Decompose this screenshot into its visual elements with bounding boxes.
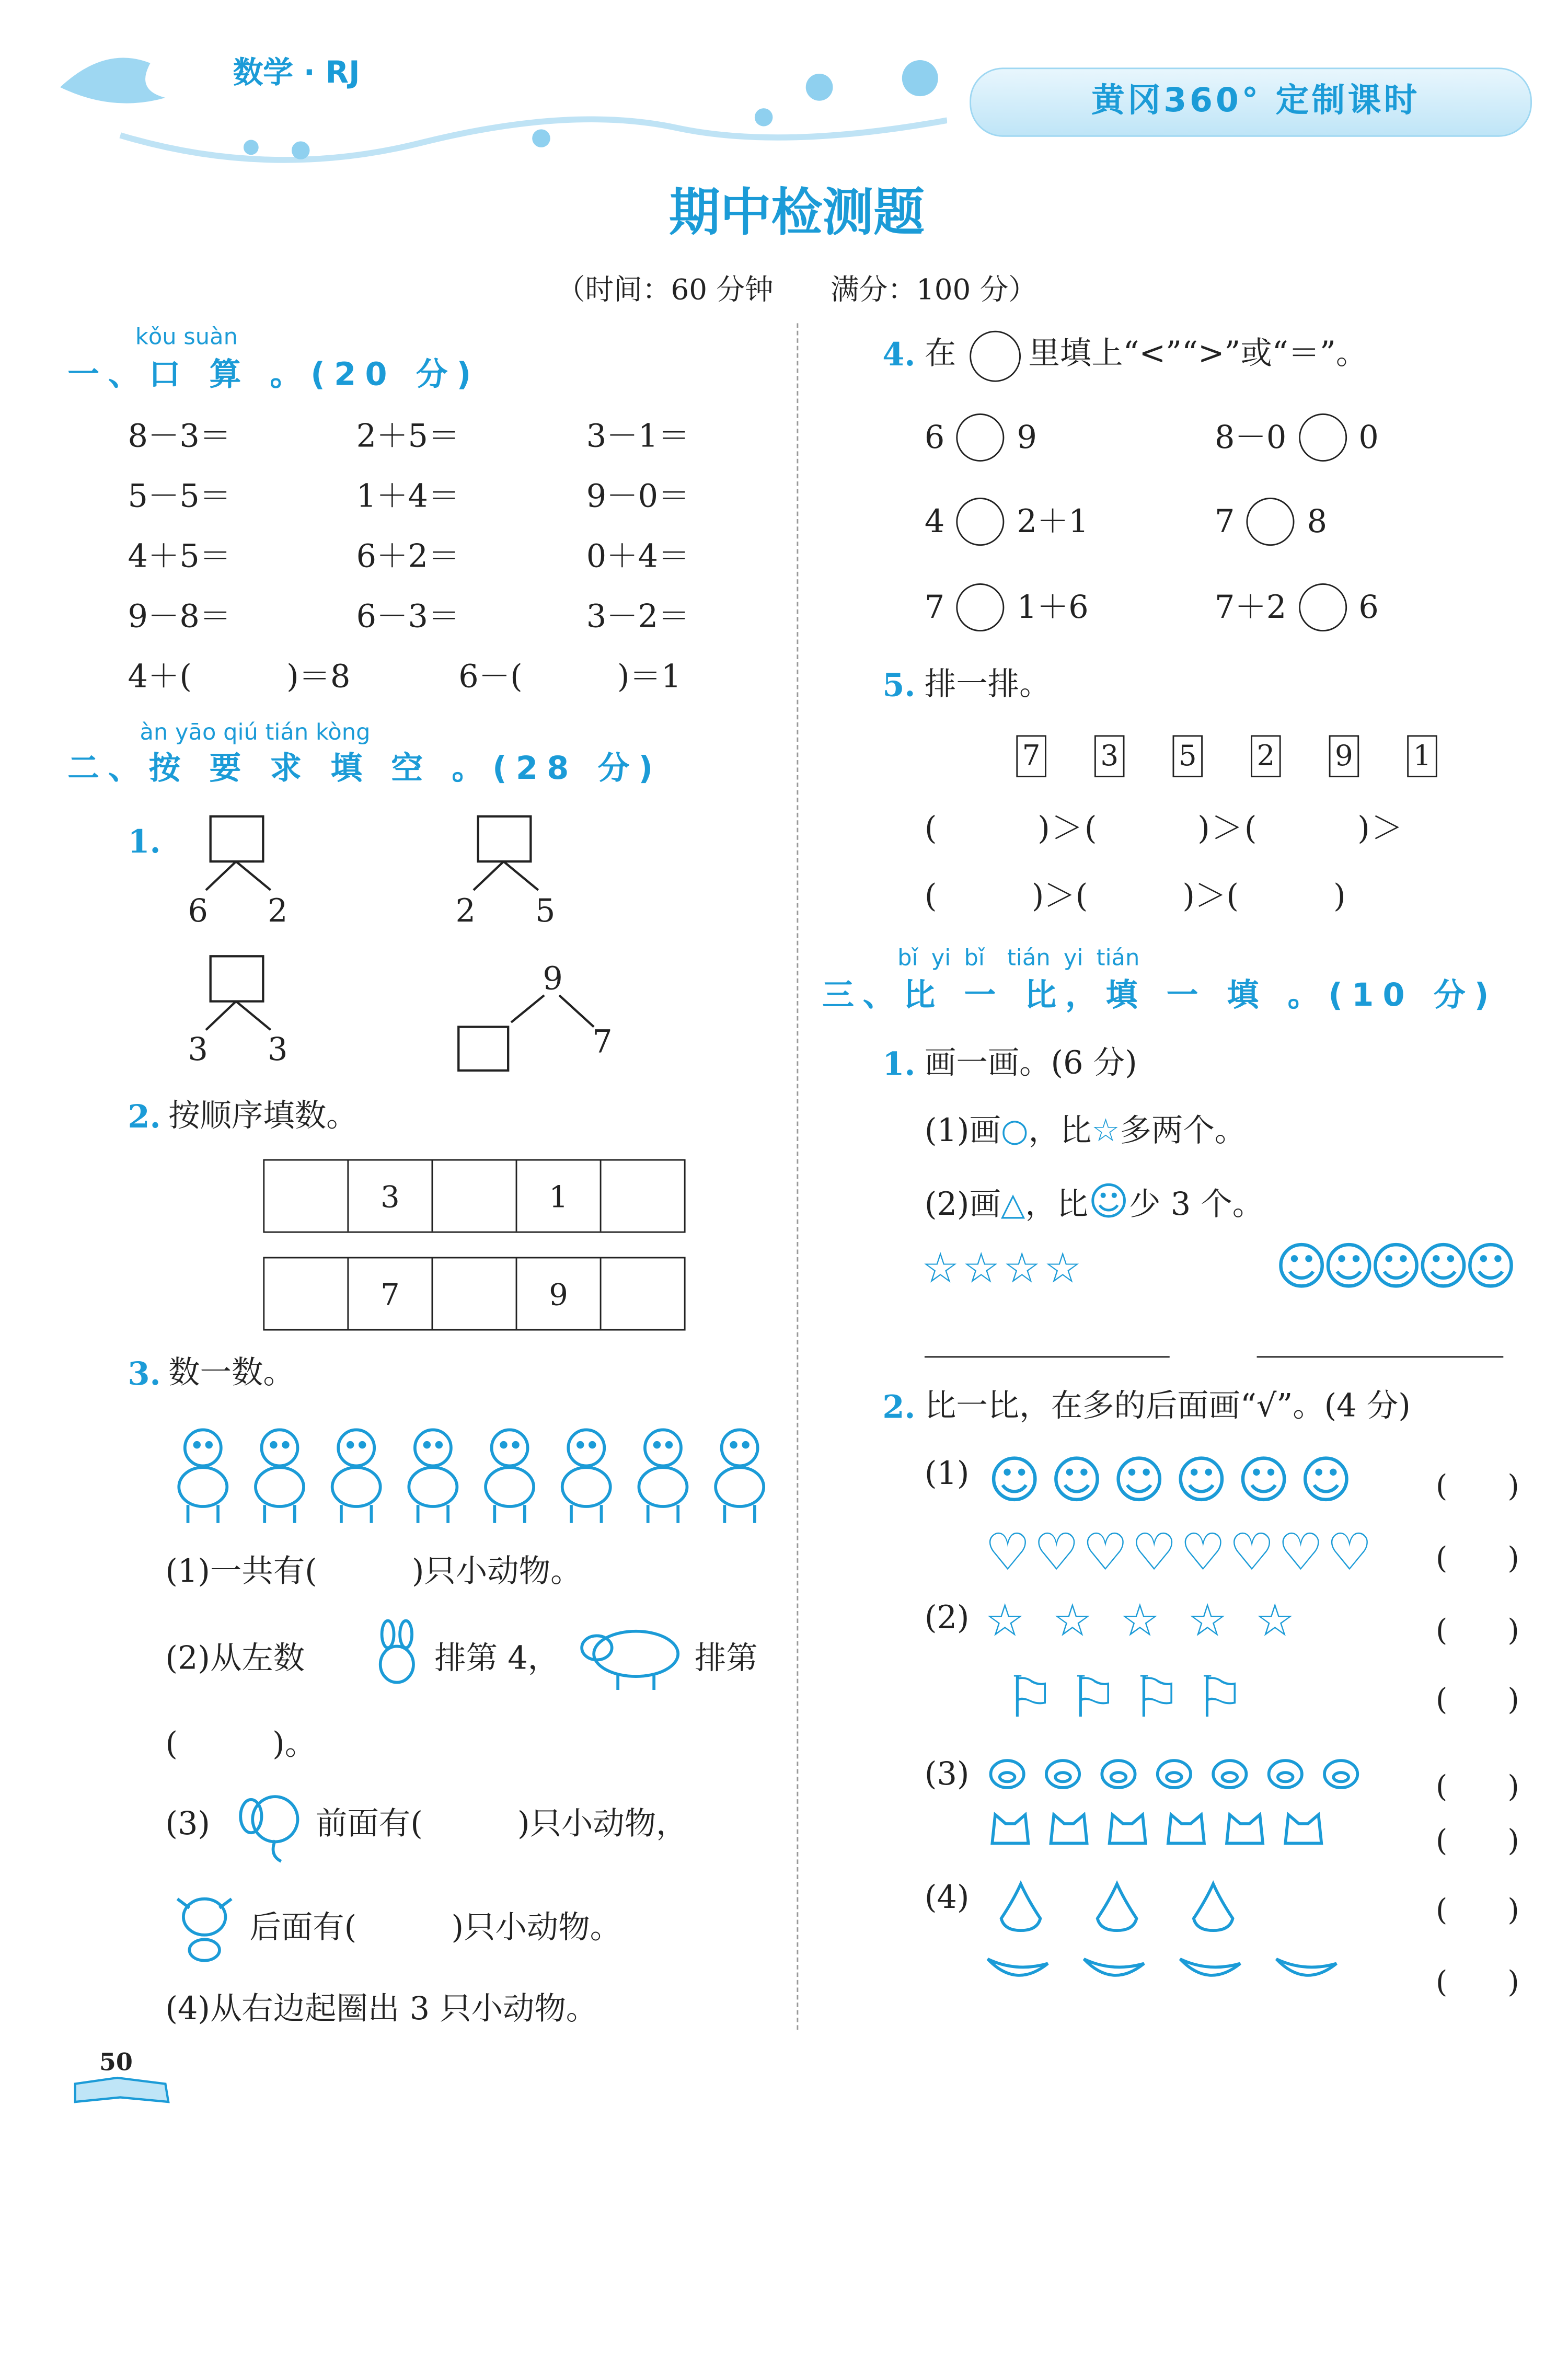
smiley-row — [987, 1451, 1362, 1511]
q3-part2-c: 排第 — [694, 1640, 758, 1677]
group-label: (3) — [924, 1756, 970, 1792]
compare-right: 2＋1 — [1017, 503, 1089, 539]
pig-icon — [1210, 1756, 1249, 1794]
pig-row — [988, 1756, 1377, 1794]
pig-icon — [1321, 1756, 1361, 1794]
smiley-icon: ☺ — [1112, 1451, 1166, 1511]
page-title: 期中检测题 — [668, 183, 925, 244]
compare-left: 6 — [924, 419, 945, 455]
turtle-icon[interactable] — [549, 1421, 624, 1526]
sec2-heading: 二、按 要 求 填 空 。(28 分) — [67, 750, 662, 787]
calc-item: 2＋5＝ — [356, 418, 460, 454]
pear-icon — [1091, 1879, 1143, 1938]
number-card: 5 — [1173, 735, 1203, 778]
banana-icon — [983, 1951, 1052, 1989]
flag-icon: ⚐ — [1131, 1664, 1182, 1731]
star-row — [984, 1595, 1322, 1648]
calc-item: 5－5＝ — [128, 478, 232, 514]
bond-value: 7 — [592, 1023, 613, 1060]
cow-icon[interactable] — [242, 1421, 317, 1526]
q3-part2-a: (2)从左数 — [165, 1640, 305, 1677]
sec3-pinyin: bǐ yi bǐ tián yi tián — [897, 944, 1140, 972]
compare-circle-input[interactable] — [956, 498, 1005, 546]
star-icon: ☆ — [1254, 1595, 1296, 1648]
number-card: 7 — [1016, 735, 1046, 778]
elephant-icon[interactable] — [702, 1421, 777, 1526]
star-icon: ☆ — [1091, 1112, 1120, 1149]
q5-number: 5. — [882, 666, 916, 704]
calc-item: 1＋4＝ — [356, 478, 460, 514]
compare-right: 1＋6 — [1017, 589, 1089, 625]
smiley-icon: ☺ — [1416, 1237, 1470, 1298]
book-icon — [72, 2072, 171, 2105]
compare-circle-input[interactable] — [1298, 413, 1346, 462]
pig-icon — [988, 1756, 1027, 1794]
elephant-icon — [236, 1786, 308, 1865]
column-divider — [797, 323, 798, 2030]
draw-task-2 — [924, 1180, 1264, 1226]
compare-circle-input[interactable] — [1298, 583, 1346, 631]
sequence-table-1 — [263, 1159, 685, 1233]
heart-row — [984, 1523, 1375, 1583]
monkey-icon[interactable] — [472, 1421, 547, 1526]
table-cell: 7 — [349, 1258, 433, 1329]
pig-icon — [1099, 1756, 1138, 1794]
sheep-icon — [576, 1621, 689, 1693]
table-cell[interactable] — [433, 1161, 517, 1232]
star-icon: ☆ — [1044, 1243, 1082, 1293]
draw-task-1-c: 多两个。 — [1120, 1112, 1247, 1149]
calc-item: 8－3＝ — [128, 418, 232, 454]
q3-text: 数一数。 — [168, 1354, 295, 1391]
cat-row — [988, 1810, 1340, 1851]
check-answer-slot[interactable]: ( ) — [1435, 1539, 1519, 1576]
group-label: (2) — [924, 1599, 970, 1636]
rabbit-icon — [365, 1619, 429, 1695]
smiley-icon: ☺ — [1237, 1451, 1290, 1511]
number-card: 3 — [1094, 735, 1125, 778]
dog-icon[interactable] — [319, 1421, 394, 1526]
s3q1-number: 1. — [882, 1045, 916, 1083]
sequence-table-2 — [263, 1257, 685, 1331]
star-icon: ☆ — [1003, 1243, 1041, 1293]
q4-text-a: 在 — [924, 335, 956, 372]
exam-info: （时间：60 分钟 满分：100 分） — [556, 273, 1037, 307]
compare-item — [1215, 498, 1327, 546]
compare-item — [925, 498, 1089, 546]
heart-icon: ♡ — [1033, 1523, 1080, 1583]
check-answer-slot[interactable]: ( ) — [1435, 1963, 1519, 2000]
bond-value: 9 — [543, 960, 563, 997]
page-number: 50 — [99, 2047, 133, 2077]
sec1-pinyin: kǒu suàn — [135, 323, 238, 351]
check-answer-slot[interactable]: ( ) — [1435, 1467, 1519, 1504]
heart-icon: ♡ — [1229, 1523, 1275, 1583]
sheep-icon[interactable] — [626, 1421, 701, 1526]
bond-value: 5 — [535, 893, 556, 929]
pear-row — [995, 1879, 1284, 1938]
draw-task-1 — [924, 1112, 1247, 1149]
star-icon: ☆ — [984, 1595, 1025, 1648]
heart-icon: ♡ — [1277, 1523, 1324, 1583]
banana-icon — [1175, 1951, 1244, 1989]
compare-right: 6 — [1358, 589, 1379, 625]
q3-part4: (4)从右边起圈出 3 只小动物。 — [165, 1990, 598, 2027]
compare-right: 9 — [1017, 419, 1037, 455]
table-cell[interactable] — [264, 1258, 349, 1329]
star-icon: ☆ — [1052, 1595, 1093, 1648]
table-cell[interactable] — [264, 1161, 349, 1232]
sec1-heading: 一、口 算 。(20 分) — [67, 356, 480, 393]
bond-value: 2 — [455, 893, 476, 929]
bond-value: 6 — [188, 893, 209, 929]
q3-part1: (1)一共有( )只小动物。 — [165, 1553, 582, 1590]
compare-left: 8－0 — [1215, 419, 1287, 455]
number-card: 1 — [1407, 735, 1437, 778]
answer-line[interactable] — [1257, 1356, 1504, 1357]
triangle-icon: △ — [1000, 1186, 1025, 1223]
pig-icon — [1155, 1756, 1194, 1794]
table-cell: 9 — [517, 1258, 601, 1329]
calc-item: 4＋5＝ — [128, 538, 232, 574]
draw-task-2-a: (2)画 — [924, 1186, 1001, 1223]
smiley-icon: ☺ — [1050, 1451, 1103, 1511]
q3-part3-c: 后面有( )只小动物。 — [249, 1909, 622, 1946]
rabbit-icon[interactable] — [395, 1421, 470, 1526]
calc-item: 0＋4＝ — [586, 538, 690, 574]
check-answer-slot[interactable]: ( ) — [1435, 1768, 1519, 1804]
pear-icon — [1187, 1879, 1239, 1938]
compare-left: 7 — [1215, 503, 1235, 539]
series-title: 黄冈360° 定制课时 — [1091, 83, 1420, 121]
compare-left: 4 — [924, 503, 945, 539]
cat-icon — [1163, 1810, 1208, 1851]
s3q1-text: 画一画。(6 分) — [924, 1045, 1137, 1081]
bond-answer-box — [211, 816, 263, 861]
order-line-1: ( )＞( )＞( )＞ — [924, 810, 1404, 847]
flag-icon: ⚐ — [1004, 1664, 1056, 1731]
series-badge — [970, 67, 1532, 136]
smiley-icon: ☺ — [1088, 1180, 1129, 1226]
q4-number: 4. — [882, 335, 916, 373]
compare-right: 0 — [1358, 419, 1379, 455]
sec2-pinyin: àn yāo qiú tián kòng — [140, 718, 371, 746]
smiley-icon: ☺ — [1463, 1237, 1517, 1298]
table-cell[interactable] — [602, 1258, 684, 1329]
compare-item — [925, 413, 1037, 462]
subject-label: 数学 · RJ — [233, 54, 360, 90]
draw-task-1-a: (1)画 — [924, 1112, 1001, 1149]
q3-part2-b: 排第 4， — [434, 1640, 560, 1677]
q2-number: 2. — [128, 1097, 161, 1135]
banana-icon — [1079, 1951, 1148, 1989]
q3-part2-d: ( )。 — [165, 1725, 317, 1763]
calc-fill-1: 4＋( )＝8 — [128, 658, 351, 695]
smiley-icon: ☺ — [1369, 1237, 1423, 1298]
calc-item: 3－1＝ — [586, 418, 690, 454]
group-label: (1) — [924, 1455, 970, 1492]
q3-number: 3. — [128, 1354, 161, 1393]
q3-part3-a: (3) — [165, 1805, 210, 1842]
sec3-heading: 三、比 一 比，填 一 填 。(10 分) — [822, 977, 1498, 1014]
heart-icon: ♡ — [1180, 1523, 1226, 1583]
number-card: 2 — [1251, 735, 1281, 778]
star-icon: ☆ — [962, 1243, 1000, 1293]
q4-text-b: 里填上“<”“>”或“＝”。 — [1028, 335, 1368, 372]
draw-task-2-b: ，比 — [1025, 1186, 1089, 1223]
cat-icon — [1046, 1810, 1091, 1851]
heart-icon: ♡ — [1082, 1523, 1128, 1583]
smiley-icon: ☺ — [1174, 1451, 1228, 1511]
s3q2-text: 比一比，在多的后面画“√”。(4 分) — [924, 1387, 1411, 1424]
bond-answer-box — [458, 1027, 508, 1071]
number-card: 9 — [1329, 735, 1359, 778]
check-answer-slot[interactable]: ( ) — [1435, 1681, 1519, 1717]
q3-part3-b: 前面有( )只小动物， — [316, 1805, 688, 1842]
heart-icon: ♡ — [1327, 1523, 1373, 1583]
cat-icon — [1105, 1810, 1150, 1851]
check-answer-slot[interactable]: ( ) — [1435, 1891, 1519, 1928]
answer-line[interactable] — [925, 1356, 1170, 1357]
banana-icon — [1272, 1951, 1341, 1989]
q5-text: 排一排。 — [924, 666, 1051, 703]
heart-icon: ♡ — [984, 1523, 1031, 1583]
draw-task-1-b: ，比 — [1028, 1112, 1092, 1149]
pear-icon — [995, 1879, 1046, 1938]
pig-icon — [1266, 1756, 1305, 1794]
compare-left: 7 — [924, 589, 945, 625]
cat-icon — [1222, 1810, 1267, 1851]
heart-icon: ♡ — [1131, 1523, 1177, 1583]
cat-icon — [988, 1810, 1033, 1851]
bond-answer-box — [478, 816, 531, 861]
flag-icon: ⚐ — [1067, 1664, 1119, 1731]
table-cell[interactable] — [433, 1258, 517, 1329]
smiley-icon: ☺ — [1322, 1237, 1376, 1298]
draw-task-2-c: 少 3 个。 — [1129, 1186, 1264, 1223]
banana-row — [983, 1951, 1368, 1989]
flag-icon: ⚐ — [1194, 1664, 1246, 1731]
bond-value: 3 — [188, 1031, 209, 1068]
horse-icon[interactable] — [165, 1421, 240, 1526]
smiley-icon: ☺ — [987, 1451, 1041, 1511]
s3q2-number: 2. — [882, 1387, 916, 1425]
smiley-icon: ☺ — [1299, 1451, 1353, 1511]
star-row — [921, 1243, 1085, 1293]
compare-circle-input[interactable] — [1247, 498, 1295, 546]
star-icon: ☆ — [1187, 1595, 1228, 1648]
bond-value: 2 — [267, 893, 288, 929]
compare-item — [925, 583, 1089, 631]
q2-text: 按顺序填数。 — [168, 1097, 358, 1134]
calc-item: 9－8＝ — [128, 598, 232, 635]
bond-value: 3 — [267, 1031, 288, 1068]
circle-icon — [970, 331, 1021, 382]
circle-icon: ○ — [1000, 1112, 1029, 1149]
compare-right: 8 — [1307, 503, 1328, 539]
calc-item: 3－2＝ — [586, 598, 690, 635]
q1-number: 1. — [128, 822, 161, 860]
check-answer-slot[interactable]: ( ) — [1435, 1612, 1519, 1648]
cow-icon — [165, 1887, 244, 1965]
smiley-row — [1275, 1237, 1517, 1298]
star-icon: ☆ — [921, 1243, 960, 1293]
table-cell: 1 — [517, 1161, 601, 1232]
calc-item: 6＋2＝ — [356, 538, 460, 574]
cat-icon — [1281, 1810, 1326, 1851]
calc-item: 6－3＝ — [356, 598, 460, 635]
check-answer-slot[interactable]: ( ) — [1435, 1822, 1519, 1859]
table-cell: 3 — [349, 1161, 433, 1232]
group-label: (4) — [924, 1879, 970, 1916]
order-line-2: ( )＞( )＞( ) — [924, 878, 1346, 914]
calc-item: 9－0＝ — [586, 478, 690, 514]
pig-icon — [1043, 1756, 1082, 1794]
compare-circle-input[interactable] — [956, 583, 1005, 631]
star-icon: ☆ — [1120, 1595, 1160, 1648]
flag-row — [1004, 1664, 1257, 1731]
compare-item — [1215, 583, 1379, 631]
compare-item — [1215, 413, 1379, 462]
compare-left: 7＋2 — [1215, 589, 1287, 625]
table-cell[interactable] — [602, 1161, 684, 1232]
bond-answer-box — [211, 956, 263, 1001]
compare-circle-input[interactable] — [956, 413, 1005, 462]
calc-fill-2: 6－( )＝1 — [458, 658, 682, 695]
smiley-icon: ☺ — [1275, 1237, 1329, 1298]
